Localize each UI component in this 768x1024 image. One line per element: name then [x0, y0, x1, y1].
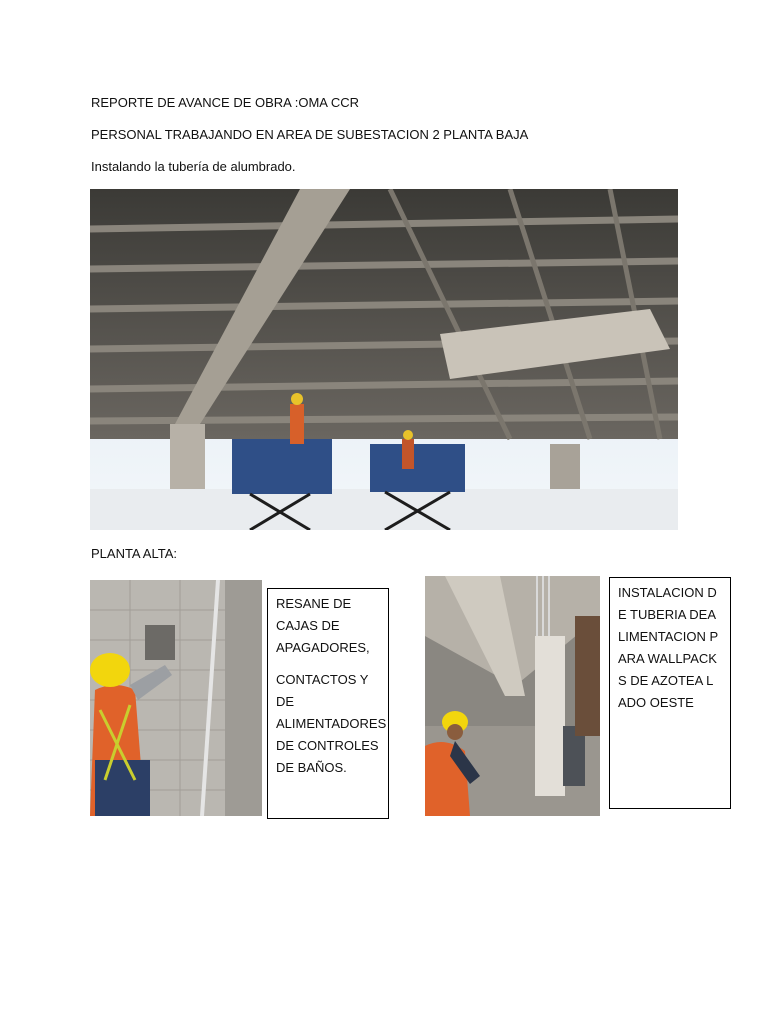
report-caption: Instalando la tubería de alumbrado.: [91, 159, 296, 174]
right-description-para-1: INSTALACION DE TUBERIA DEALIMENTACION PARA WALLPACKS DE AZOTEA LADO OESTE: [618, 585, 719, 710]
corridor-conduit-photo: [425, 576, 600, 816]
report-subtitle: PERSONAL TRABAJANDO EN AREA DE SUBESTACION 2 PLANTA BAJA: [91, 127, 529, 142]
left-description-box: [267, 588, 389, 819]
section-label: PLANTA ALTA:: [91, 546, 177, 561]
left-description-para-1: RESANE DE CAJAS DE APAGADORES,: [276, 596, 370, 655]
left-description-para-2: CONTACTOS Y DE ALIMENTADORES DE CONTROLES DE BAÑOS.: [276, 672, 387, 775]
right-description-box: [609, 577, 731, 809]
report-title: REPORTE DE AVANCE DE OBRA :OMA CCR: [91, 95, 360, 110]
wall-patching-photo: [90, 580, 262, 816]
main-site-photo: [90, 189, 678, 530]
